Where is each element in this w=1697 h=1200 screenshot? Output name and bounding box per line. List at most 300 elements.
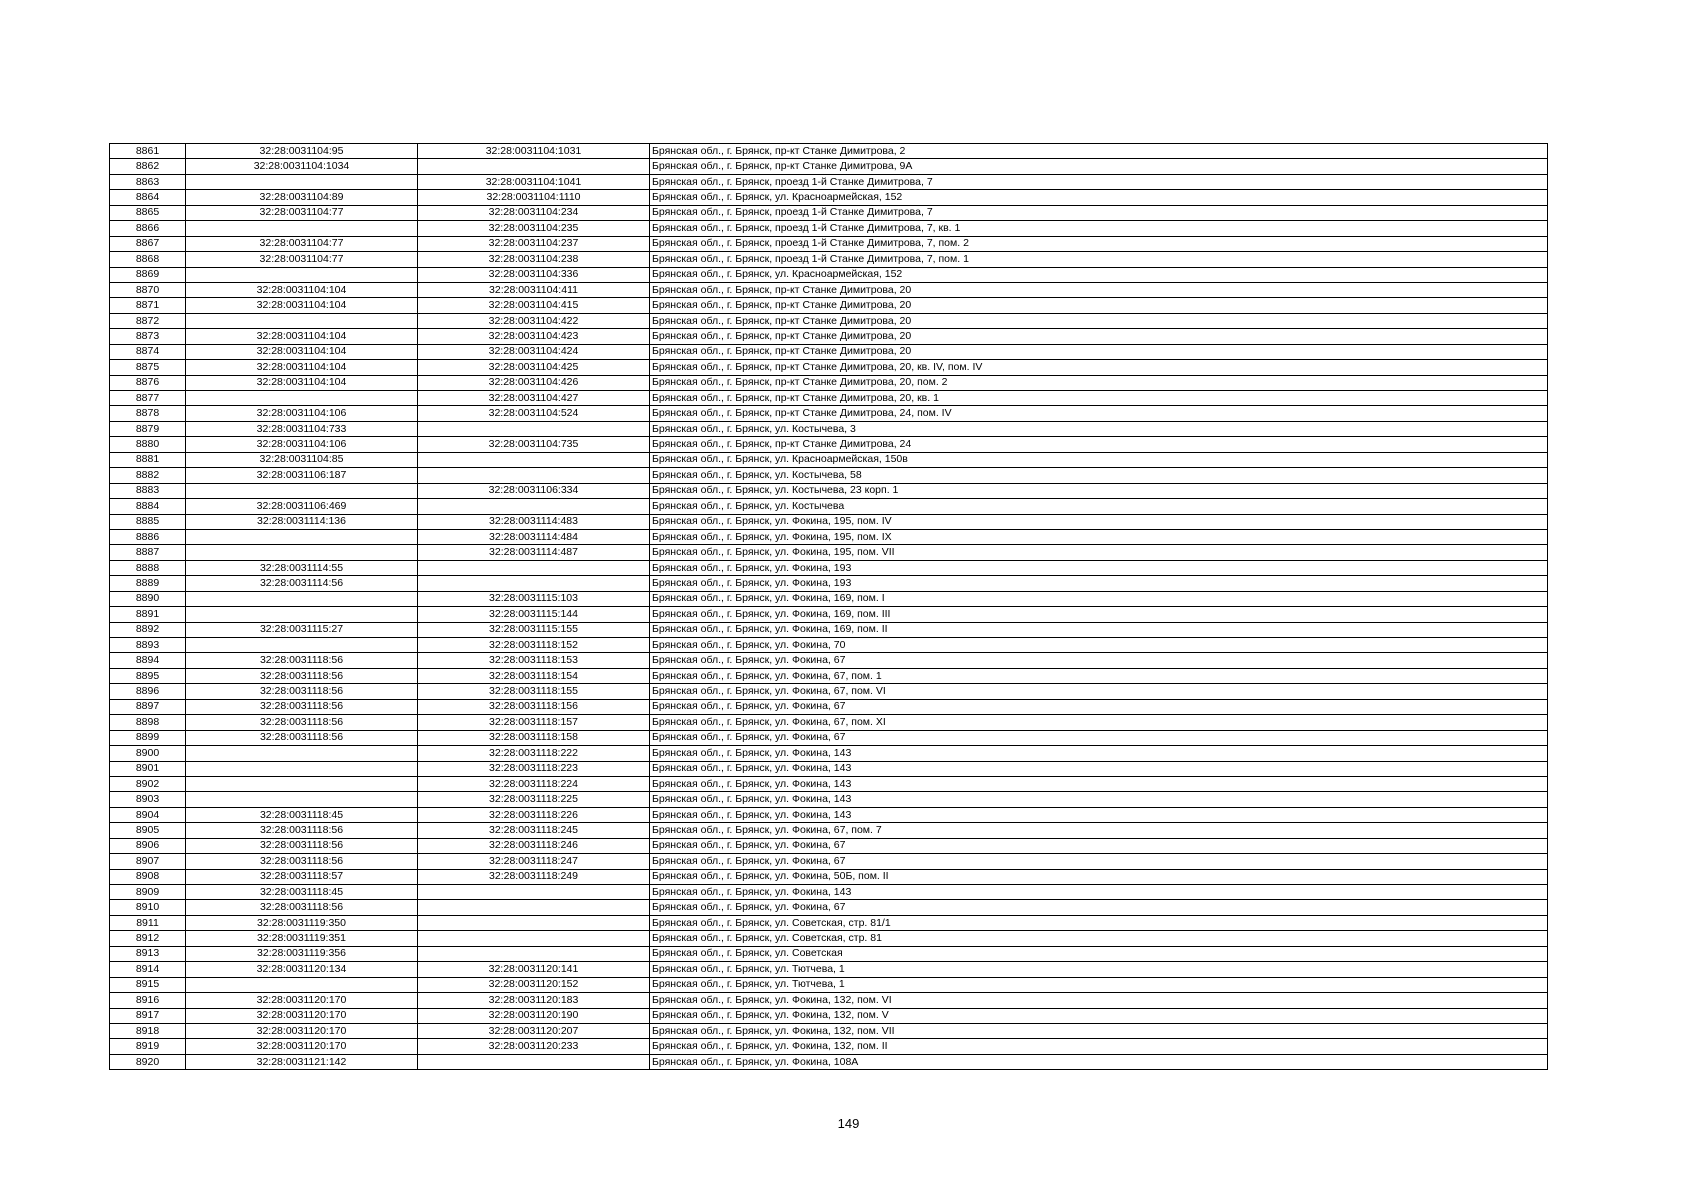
row-number-cell: 8875 [110,360,186,375]
table-row [110,391,1548,406]
address-cell: Брянская обл., г. Брянск, ул. Фокина, 70 [650,638,1548,653]
table-row [110,653,1548,668]
table-row [110,591,1548,606]
address-cell: Брянская обл., г. Брянск, ул. Костычева [650,499,1548,514]
row-number-cell: 8908 [110,869,186,884]
row-number-cell: 8866 [110,221,186,236]
address-cell: Брянская обл., г. Брянск, ул. Советская, стр. 81/1 [650,915,1548,930]
row-number-cell: 8893 [110,638,186,653]
row-number-cell: 8901 [110,761,186,776]
object-number-cell: 32:28:0031118:225 [418,792,650,807]
object-number-cell: 32:28:0031104:735 [418,437,650,452]
table-row [110,993,1548,1008]
object-number-cell: 32:28:0031118:246 [418,838,650,853]
address-cell: Брянская обл., г. Брянск, ул. Фокина, 67, пом. VI [650,684,1548,699]
row-number-cell: 8867 [110,236,186,251]
address-cell: Брянская обл., г. Брянск, проезд 1-й Станке Димитрова, 7 [650,205,1548,220]
address-cell: Брянская обл., г. Брянск, ул. Фокина, 169, пом. III [650,607,1548,622]
object-number-cell: 32:28:0031118:249 [418,869,650,884]
parcel-number-cell: 32:28:0031118:56 [186,699,418,714]
parcel-number-cell: 32:28:0031119:356 [186,946,418,961]
address-cell: Брянская обл., г. Брянск, проезд 1-й Станке Димитрова, 7, пом. 2 [650,236,1548,251]
row-number-cell: 8884 [110,499,186,514]
address-cell: Брянская обл., г. Брянск, ул. Фокина, 50Б, пом. II [650,869,1548,884]
row-number-cell: 8902 [110,776,186,791]
address-cell: Брянская обл., г. Брянск, ул. Фокина, 195, пом. IV [650,514,1548,529]
object-number-cell: 32:28:0031104:524 [418,406,650,421]
row-number-cell: 8918 [110,1023,186,1038]
row-number-cell: 8862 [110,159,186,174]
address-cell: Брянская обл., г. Брянск, ул. Фокина, 143 [650,885,1548,900]
row-number-cell: 8864 [110,190,186,205]
address-cell: Брянская обл., г. Брянск, ул. Фокина, 193 [650,560,1548,575]
object-number-cell: 32:28:0031104:427 [418,391,650,406]
table-row [110,483,1548,498]
parcel-number-cell: 32:28:0031120:170 [186,1008,418,1023]
table-row [110,437,1548,452]
parcel-number-cell [186,977,418,992]
object-number-cell: 32:28:0031118:157 [418,715,650,730]
parcel-number-cell: 32:28:0031104:85 [186,452,418,467]
row-number-cell: 8873 [110,329,186,344]
row-number-cell: 8897 [110,699,186,714]
parcel-number-cell: 32:28:0031118:56 [186,668,418,683]
address-cell: Брянская обл., г. Брянск, ул. Фокина, 195, пом. VII [650,545,1548,560]
object-number-cell: 32:28:0031118:158 [418,730,650,745]
row-number-cell: 8874 [110,344,186,359]
row-number-cell: 8889 [110,576,186,591]
address-cell: Брянская обл., г. Брянск, ул. Фокина, 132, пом. V [650,1008,1548,1023]
row-number-cell: 8877 [110,391,186,406]
parcel-number-cell: 32:28:0031104:104 [186,360,418,375]
parcel-number-cell: 32:28:0031106:469 [186,499,418,514]
object-number-cell: 32:28:0031104:237 [418,236,650,251]
parcel-number-cell: 32:28:0031104:733 [186,421,418,436]
address-cell: Брянская обл., г. Брянск, ул. Фокина, 67 [650,730,1548,745]
address-cell: Брянская обл., г. Брянск, ул. Фокина, 132, пом. VI [650,993,1548,1008]
table-row [110,344,1548,359]
table-row [110,545,1548,560]
object-number-cell [418,499,650,514]
parcel-number-cell [186,792,418,807]
object-number-cell: 32:28:0031120:152 [418,977,650,992]
address-cell: Брянская обл., г. Брянск, пр-кт Станке Димитрова, 20 [650,329,1548,344]
parcel-number-cell: 32:28:0031120:170 [186,1039,418,1054]
address-cell: Брянская обл., г. Брянск, ул. Советская [650,946,1548,961]
address-cell: Брянская обл., г. Брянск, пр-кт Станке Димитрова, 20 [650,313,1548,328]
row-number-cell: 8912 [110,931,186,946]
parcel-number-cell [186,267,418,282]
address-cell: Брянская обл., г. Брянск, пр-кт Станке Димитрова, 2 [650,144,1548,159]
address-cell: Брянская обл., г. Брянск, ул. Советская, стр. 81 [650,931,1548,946]
parcel-number-cell: 32:28:0031118:45 [186,885,418,900]
object-number-cell: 32:28:0031114:484 [418,529,650,544]
parcel-number-cell: 32:28:0031104:95 [186,144,418,159]
parcel-number-cell: 32:28:0031118:56 [186,900,418,915]
table-row [110,144,1548,159]
row-number-cell: 8869 [110,267,186,282]
object-number-cell: 32:28:0031104:423 [418,329,650,344]
object-number-cell: 32:28:0031120:233 [418,1039,650,1054]
object-number-cell: 32:28:0031115:103 [418,591,650,606]
object-number-cell: 32:28:0031104:411 [418,282,650,297]
row-number-cell: 8917 [110,1008,186,1023]
table-row [110,282,1548,297]
object-number-cell: 32:28:0031104:422 [418,313,650,328]
parcel-number-cell: 32:28:0031120:134 [186,962,418,977]
object-number-cell [418,900,650,915]
object-number-cell: 32:28:0031104:1031 [418,144,650,159]
row-number-cell: 8916 [110,993,186,1008]
row-number-cell: 8888 [110,560,186,575]
object-number-cell [418,1054,650,1069]
row-number-cell: 8903 [110,792,186,807]
object-number-cell: 32:28:0031118:152 [418,638,650,653]
parcel-number-cell: 32:28:0031118:56 [186,715,418,730]
parcel-number-cell: 32:28:0031104:77 [186,236,418,251]
registry-table [109,143,1548,1070]
table-row [110,977,1548,992]
address-cell: Брянская обл., г. Брянск, пр-кт Станке Димитрова, 20, кв. IV, пом. IV [650,360,1548,375]
object-number-cell: 32:28:0031114:487 [418,545,650,560]
address-cell: Брянская обл., г. Брянск, ул. Красноармейская, 152 [650,267,1548,282]
parcel-number-cell: 32:28:0031104:1034 [186,159,418,174]
table-row [110,205,1548,220]
table-row [110,529,1548,544]
table-row [110,962,1548,977]
page-number: 149 [837,1116,860,1131]
table-row [110,838,1548,853]
registry-table-body [110,144,1548,1070]
parcel-number-cell [186,313,418,328]
parcel-number-cell [186,529,418,544]
row-number-cell: 8892 [110,622,186,637]
object-number-cell: 32:28:0031104:234 [418,205,650,220]
address-cell: Брянская обл., г. Брянск, ул. Костычева, 58 [650,468,1548,483]
parcel-number-cell: 32:28:0031121:142 [186,1054,418,1069]
row-number-cell: 8880 [110,437,186,452]
table-row [110,576,1548,591]
address-cell: Брянская обл., г. Брянск, ул. Фокина, 67, пом. 7 [650,823,1548,838]
parcel-number-cell: 32:28:0031118:56 [186,653,418,668]
row-number-cell: 8891 [110,607,186,622]
object-number-cell: 32:28:0031120:190 [418,1008,650,1023]
row-number-cell: 8868 [110,252,186,267]
address-cell: Брянская обл., г. Брянск, ул. Фокина, 143 [650,792,1548,807]
object-number-cell [418,468,650,483]
object-number-cell: 32:28:0031114:483 [418,514,650,529]
address-cell: Брянская обл., г. Брянск, ул. Фокина, 143 [650,807,1548,822]
object-number-cell: 32:28:0031118:247 [418,854,650,869]
object-number-cell: 32:28:0031118:154 [418,668,650,683]
parcel-number-cell: 32:28:0031104:106 [186,437,418,452]
object-number-cell [418,421,650,436]
table-row [110,869,1548,884]
parcel-number-cell: 32:28:0031104:89 [186,190,418,205]
parcel-number-cell: 32:28:0031104:77 [186,205,418,220]
table-row [110,190,1548,205]
address-cell: Брянская обл., г. Брянск, проезд 1-й Станке Димитрова, 7 [650,174,1548,189]
table-row [110,174,1548,189]
address-cell: Брянская обл., г. Брянск, ул. Фокина, 67 [650,900,1548,915]
object-number-cell [418,159,650,174]
row-number-cell: 8886 [110,529,186,544]
row-number-cell: 8872 [110,313,186,328]
table-row [110,267,1548,282]
parcel-number-cell: 32:28:0031120:170 [186,993,418,1008]
object-number-cell: 32:28:0031115:155 [418,622,650,637]
row-number-cell: 8894 [110,653,186,668]
table-row [110,607,1548,622]
row-number-cell: 8910 [110,900,186,915]
object-number-cell: 32:28:0031106:334 [418,483,650,498]
object-number-cell: 32:28:0031104:415 [418,298,650,313]
address-cell: Брянская обл., г. Брянск, ул. Фокина, 67 [650,699,1548,714]
parcel-number-cell: 32:28:0031104:104 [186,298,418,313]
parcel-number-cell: 32:28:0031119:351 [186,931,418,946]
address-cell: Брянская обл., г. Брянск, ул. Фокина, 67 [650,653,1548,668]
table-row [110,406,1548,421]
address-cell: Брянская обл., г. Брянск, ул. Фокина, 143 [650,746,1548,761]
row-number-cell: 8909 [110,885,186,900]
row-number-cell: 8914 [110,962,186,977]
table-row [110,313,1548,328]
address-cell: Брянская обл., г. Брянск, ул. Фокина, 67 [650,854,1548,869]
row-number-cell: 8882 [110,468,186,483]
table-row [110,1008,1548,1023]
row-number-cell: 8883 [110,483,186,498]
table-row [110,560,1548,575]
table-row [110,360,1548,375]
table-row [110,638,1548,653]
parcel-number-cell: 32:28:0031118:56 [186,730,418,745]
parcel-number-cell [186,483,418,498]
table-row [110,622,1548,637]
row-number-cell: 8915 [110,977,186,992]
object-number-cell [418,560,650,575]
table-row [110,221,1548,236]
table-row [110,823,1548,838]
parcel-number-cell [186,607,418,622]
parcel-number-cell: 32:28:0031104:104 [186,329,418,344]
table-row [110,761,1548,776]
parcel-number-cell [186,761,418,776]
row-number-cell: 8920 [110,1054,186,1069]
object-number-cell: 32:28:0031118:245 [418,823,650,838]
parcel-number-cell: 32:28:0031119:350 [186,915,418,930]
parcel-number-cell: 32:28:0031114:136 [186,514,418,529]
object-number-cell [418,576,650,591]
table-row [110,468,1548,483]
parcel-number-cell: 32:28:0031118:56 [186,838,418,853]
object-number-cell [418,452,650,467]
address-cell: Брянская обл., г. Брянск, проезд 1-й Станке Димитрова, 7, кв. 1 [650,221,1548,236]
row-number-cell: 8896 [110,684,186,699]
address-cell: Брянская обл., г. Брянск, пр-кт Станке Димитрова, 24 [650,437,1548,452]
address-cell: Брянская обл., г. Брянск, ул. Фокина, 143 [650,761,1548,776]
parcel-number-cell: 32:28:0031114:56 [186,576,418,591]
row-number-cell: 8907 [110,854,186,869]
parcel-number-cell: 32:28:0031104:104 [186,344,418,359]
object-number-cell: 32:28:0031104:235 [418,221,650,236]
table-row [110,776,1548,791]
row-number-cell: 8904 [110,807,186,822]
row-number-cell: 8876 [110,375,186,390]
parcel-number-cell: 32:28:0031120:170 [186,1023,418,1038]
row-number-cell: 8878 [110,406,186,421]
address-cell: Брянская обл., г. Брянск, пр-кт Станке Димитрова, 20, кв. 1 [650,391,1548,406]
parcel-number-cell [186,746,418,761]
parcel-number-cell: 32:28:0031104:106 [186,406,418,421]
object-number-cell: 32:28:0031104:426 [418,375,650,390]
address-cell: Брянская обл., г. Брянск, ул. Костычева, 23 корп. 1 [650,483,1548,498]
address-cell: Брянская обл., г. Брянск, ул. Фокина, 143 [650,776,1548,791]
table-row [110,792,1548,807]
row-number-cell: 8885 [110,514,186,529]
table-row [110,684,1548,699]
object-number-cell: 32:28:0031118:155 [418,684,650,699]
object-number-cell: 32:28:0031104:336 [418,267,650,282]
parcel-number-cell: 32:28:0031114:55 [186,560,418,575]
table-row [110,452,1548,467]
table-row [110,715,1548,730]
row-number-cell: 8898 [110,715,186,730]
object-number-cell: 32:28:0031104:424 [418,344,650,359]
parcel-number-cell: 32:28:0031118:56 [186,823,418,838]
parcel-number-cell [186,174,418,189]
address-cell: Брянская обл., г. Брянск, ул. Фокина, 169, пом. II [650,622,1548,637]
address-cell: Брянская обл., г. Брянск, ул. Фокина, 67, пом. XI [650,715,1548,730]
table-row [110,514,1548,529]
parcel-number-cell: 32:28:0031115:27 [186,622,418,637]
address-cell: Брянская обл., г. Брянск, проезд 1-й Станке Димитрова, 7, пом. 1 [650,252,1548,267]
row-number-cell: 8890 [110,591,186,606]
address-cell: Брянская обл., г. Брянск, ул. Фокина, 193 [650,576,1548,591]
object-number-cell: 32:28:0031120:207 [418,1023,650,1038]
object-number-cell [418,946,650,961]
table-row [110,730,1548,745]
row-number-cell: 8871 [110,298,186,313]
address-cell: Брянская обл., г. Брянск, ул. Фокина, 195, пом. IX [650,529,1548,544]
object-number-cell: 32:28:0031118:223 [418,761,650,776]
address-cell: Брянская обл., г. Брянск, пр-кт Станке Димитрова, 20 [650,282,1548,297]
object-number-cell: 32:28:0031120:183 [418,993,650,1008]
table-row [110,421,1548,436]
object-number-cell: 32:28:0031118:224 [418,776,650,791]
row-number-cell: 8870 [110,282,186,297]
row-number-cell: 8861 [110,144,186,159]
address-cell: Брянская обл., г. Брянск, ул. Фокина, 132, пом. VII [650,1023,1548,1038]
parcel-number-cell [186,776,418,791]
parcel-number-cell [186,391,418,406]
row-number-cell: 8906 [110,838,186,853]
address-cell: Брянская обл., г. Брянск, ул. Костычева, 3 [650,421,1548,436]
table-row [110,900,1548,915]
row-number-cell: 8895 [110,668,186,683]
table-row [110,499,1548,514]
row-number-cell: 8900 [110,746,186,761]
row-number-cell: 8865 [110,205,186,220]
address-cell: Брянская обл., г. Брянск, пр-кт Станке Димитрова, 9А [650,159,1548,174]
table-row [110,885,1548,900]
object-number-cell: 32:28:0031118:222 [418,746,650,761]
address-cell: Брянская обл., г. Брянск, ул. Фокина, 132, пом. II [650,1039,1548,1054]
object-number-cell: 32:28:0031104:238 [418,252,650,267]
table-row [110,375,1548,390]
address-cell: Брянская обл., г. Брянск, пр-кт Станке Димитрова, 20, пом. 2 [650,375,1548,390]
object-number-cell: 32:28:0031104:1110 [418,190,650,205]
table-row [110,854,1548,869]
parcel-number-cell [186,221,418,236]
address-cell: Брянская обл., г. Брянск, пр-кт Станке Димитрова, 24, пом. IV [650,406,1548,421]
object-number-cell: 32:28:0031104:425 [418,360,650,375]
table-row [110,668,1548,683]
object-number-cell: 32:28:0031118:156 [418,699,650,714]
table-row [110,946,1548,961]
parcel-number-cell: 32:28:0031104:77 [186,252,418,267]
table-row [110,298,1548,313]
address-cell: Брянская обл., г. Брянск, ул. Красноармейская, 150в [650,452,1548,467]
object-number-cell: 32:28:0031118:226 [418,807,650,822]
table-row [110,159,1548,174]
address-cell: Брянская обл., г. Брянск, пр-кт Станке Димитрова, 20 [650,298,1548,313]
parcel-number-cell: 32:28:0031118:56 [186,854,418,869]
object-number-cell [418,915,650,930]
address-cell: Брянская обл., г. Брянск, ул. Тютчева, 1 [650,962,1548,977]
table-row [110,1023,1548,1038]
object-number-cell [418,885,650,900]
parcel-number-cell [186,638,418,653]
row-number-cell: 8899 [110,730,186,745]
address-cell: Брянская обл., г. Брянск, ул. Красноармейская, 152 [650,190,1548,205]
parcel-number-cell: 32:28:0031104:104 [186,375,418,390]
address-cell: Брянская обл., г. Брянск, ул. Фокина, 169, пом. I [650,591,1548,606]
address-cell: Брянская обл., г. Брянск, ул. Тютчева, 1 [650,977,1548,992]
address-cell: Брянская обл., г. Брянск, пр-кт Станке Димитрова, 20 [650,344,1548,359]
table-row [110,915,1548,930]
parcel-number-cell: 32:28:0031118:45 [186,807,418,822]
object-number-cell: 32:28:0031120:141 [418,962,650,977]
row-number-cell: 8919 [110,1039,186,1054]
table-row [110,931,1548,946]
address-cell: Брянская обл., г. Брянск, ул. Фокина, 67 [650,838,1548,853]
table-row [110,1054,1548,1069]
row-number-cell: 8881 [110,452,186,467]
parcel-number-cell [186,545,418,560]
row-number-cell: 8863 [110,174,186,189]
row-number-cell: 8887 [110,545,186,560]
table-row [110,329,1548,344]
table-row [110,807,1548,822]
table-row [110,746,1548,761]
parcel-number-cell: 32:28:0031118:57 [186,869,418,884]
object-number-cell [418,931,650,946]
parcel-number-cell: 32:28:0031118:56 [186,684,418,699]
object-number-cell: 32:28:0031115:144 [418,607,650,622]
parcel-number-cell [186,591,418,606]
table-row [110,1039,1548,1054]
table-row [110,236,1548,251]
table-row [110,252,1548,267]
object-number-cell: 32:28:0031104:1041 [418,174,650,189]
parcel-number-cell: 32:28:0031104:104 [186,282,418,297]
row-number-cell: 8913 [110,946,186,961]
row-number-cell: 8905 [110,823,186,838]
table-row [110,699,1548,714]
object-number-cell: 32:28:0031118:153 [418,653,650,668]
address-cell: Брянская обл., г. Брянск, ул. Фокина, 108А [650,1054,1548,1069]
address-cell: Брянская обл., г. Брянск, ул. Фокина, 67, пом. 1 [650,668,1548,683]
